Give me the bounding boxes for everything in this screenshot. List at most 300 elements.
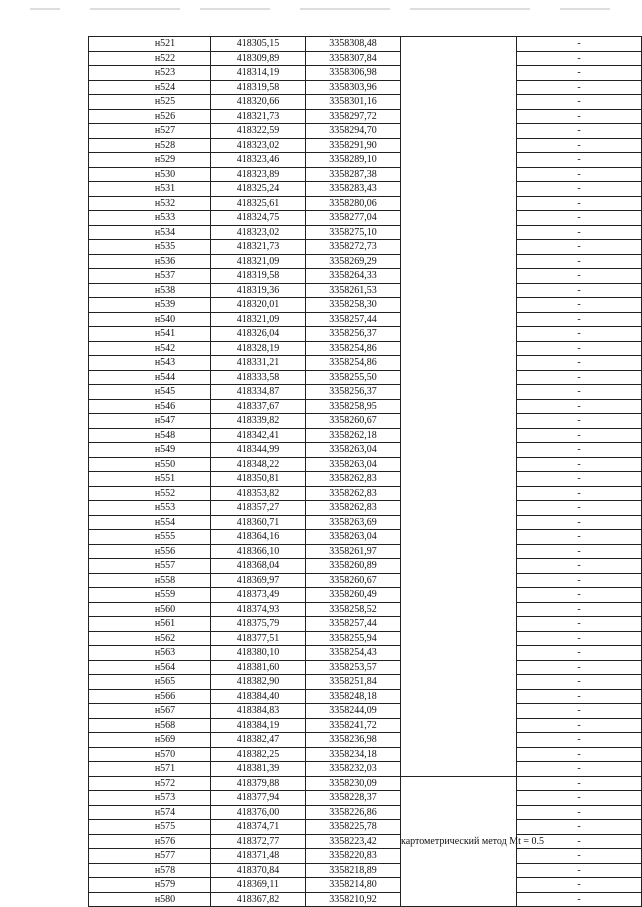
table-row <box>89 791 642 806</box>
coordinate-x-cell: 418382,47 <box>211 733 306 748</box>
point-name-cell: н580 <box>89 892 211 907</box>
point-name-cell: н562 <box>89 631 211 646</box>
coordinate-y-cell: 3358283,43 <box>306 182 401 197</box>
coordinates-table <box>88 36 642 907</box>
point-name-cell: н534 <box>89 225 211 240</box>
note-cell: - <box>517 385 642 400</box>
coordinate-x-cell: 418350,81 <box>211 472 306 487</box>
table-row <box>89 762 642 777</box>
coordinate-y-cell: 3358256,37 <box>306 327 401 342</box>
coordinate-x-cell: 418384,19 <box>211 718 306 733</box>
point-name-cell: н523 <box>89 66 211 81</box>
table-row <box>89 588 642 603</box>
coordinate-x-cell: 418325,24 <box>211 182 306 197</box>
table-row <box>89 283 642 298</box>
coordinate-x-cell: 418321,73 <box>211 240 306 255</box>
coordinate-y-cell: 3358258,95 <box>306 399 401 414</box>
coordinate-x-cell: 418377,94 <box>211 791 306 806</box>
table-row <box>89 356 642 371</box>
point-name-cell: н573 <box>89 791 211 806</box>
coordinate-y-cell: 3358297,72 <box>306 109 401 124</box>
table-row <box>89 399 642 414</box>
point-name-cell: н554 <box>89 515 211 530</box>
table-row <box>89 138 642 153</box>
note-cell: - <box>517 588 642 603</box>
coordinate-x-cell: 418369,11 <box>211 878 306 893</box>
point-name-cell: н526 <box>89 109 211 124</box>
note-cell: - <box>517 182 642 197</box>
point-name-cell: н578 <box>89 863 211 878</box>
coordinate-y-cell: 3358230,09 <box>306 776 401 791</box>
note-cell: - <box>517 240 642 255</box>
table-row <box>89 225 642 240</box>
note-cell: - <box>517 762 642 777</box>
coordinate-y-cell: 3358289,10 <box>306 153 401 168</box>
coordinate-y-cell: 3358218,89 <box>306 863 401 878</box>
note-cell: - <box>517 66 642 81</box>
table-row <box>89 80 642 95</box>
coordinate-x-cell: 418333,58 <box>211 370 306 385</box>
coordinate-x-cell: 418325,61 <box>211 196 306 211</box>
note-cell: - <box>517 544 642 559</box>
table-row <box>89 675 642 690</box>
coordinate-y-cell: 3358244,09 <box>306 704 401 719</box>
coordinate-x-cell: 418348,22 <box>211 457 306 472</box>
point-name-cell: н549 <box>89 443 211 458</box>
coordinate-y-cell: 3358225,78 <box>306 820 401 835</box>
coordinate-y-cell: 3358272,73 <box>306 240 401 255</box>
point-name-cell: н547 <box>89 414 211 429</box>
coordinate-y-cell: 3358226,86 <box>306 805 401 820</box>
coordinate-y-cell: 3358257,44 <box>306 617 401 632</box>
coordinate-y-cell: 3358254,43 <box>306 646 401 661</box>
table-row <box>89 718 642 733</box>
coordinate-x-cell: 418323,02 <box>211 225 306 240</box>
coordinate-x-cell: 418309,89 <box>211 51 306 66</box>
table-row <box>89 153 642 168</box>
point-name-cell: н530 <box>89 167 211 182</box>
coordinate-y-cell: 3358223,42 <box>306 834 401 849</box>
note-cell: - <box>517 863 642 878</box>
point-name-cell: н539 <box>89 298 211 313</box>
coordinates-table-body <box>89 37 642 907</box>
point-name-cell: н559 <box>89 588 211 603</box>
table-row <box>89 240 642 255</box>
coordinate-y-cell: 3358258,30 <box>306 298 401 313</box>
table-row <box>89 820 642 835</box>
note-cell: - <box>517 269 642 284</box>
note-cell: - <box>517 675 642 690</box>
coordinate-y-cell: 3358260,67 <box>306 414 401 429</box>
coordinate-x-cell: 418319,36 <box>211 283 306 298</box>
note-cell: - <box>517 51 642 66</box>
coordinate-y-cell: 3358236,98 <box>306 733 401 748</box>
coordinate-y-cell: 3358307,84 <box>306 51 401 66</box>
table-row <box>89 254 642 269</box>
coordinate-x-cell: 418360,71 <box>211 515 306 530</box>
coordinate-y-cell: 3358301,16 <box>306 95 401 110</box>
table-row <box>89 834 642 849</box>
note-cell: - <box>517 457 642 472</box>
point-name-cell: н550 <box>89 457 211 472</box>
table-row <box>89 443 642 458</box>
point-name-cell: н537 <box>89 269 211 284</box>
note-cell: - <box>517 617 642 632</box>
coordinate-y-cell: 3358241,72 <box>306 718 401 733</box>
point-name-cell: н576 <box>89 834 211 849</box>
note-cell: - <box>517 341 642 356</box>
note-cell: - <box>517 370 642 385</box>
point-name-cell: н535 <box>89 240 211 255</box>
coordinate-y-cell: 3358308,48 <box>306 37 401 52</box>
point-name-cell: н570 <box>89 747 211 762</box>
coordinate-y-cell: 3358258,52 <box>306 602 401 617</box>
coordinate-x-cell: 418320,01 <box>211 298 306 313</box>
point-name-cell: н560 <box>89 602 211 617</box>
coordinate-x-cell: 418323,89 <box>211 167 306 182</box>
note-cell: - <box>517 718 642 733</box>
point-name-cell: н552 <box>89 486 211 501</box>
table-row <box>89 849 642 864</box>
point-name-cell: н571 <box>89 762 211 777</box>
note-cell: - <box>517 167 642 182</box>
table-row <box>89 124 642 139</box>
coordinate-x-cell: 418314,19 <box>211 66 306 81</box>
note-cell: - <box>517 689 642 704</box>
point-name-cell: н557 <box>89 559 211 574</box>
note-cell: - <box>517 196 642 211</box>
coordinate-x-cell: 418324,75 <box>211 211 306 226</box>
point-name-cell: н561 <box>89 617 211 632</box>
table-row <box>89 37 642 52</box>
table-row <box>89 704 642 719</box>
table-row <box>89 269 642 284</box>
coordinate-y-cell: 3358254,86 <box>306 341 401 356</box>
coordinate-x-cell: 418305,15 <box>211 37 306 52</box>
coordinate-x-cell: 418323,02 <box>211 138 306 153</box>
coordinate-x-cell: 418371,48 <box>211 849 306 864</box>
note-cell: - <box>517 791 642 806</box>
coordinate-x-cell: 418321,73 <box>211 109 306 124</box>
table-row <box>89 182 642 197</box>
point-name-cell: н540 <box>89 312 211 327</box>
coordinate-y-cell: 3358291,90 <box>306 138 401 153</box>
note-cell: - <box>517 892 642 907</box>
note-cell: - <box>517 733 642 748</box>
note-cell: - <box>517 95 642 110</box>
point-name-cell: н563 <box>89 646 211 661</box>
coordinate-y-cell: 3358264,33 <box>306 269 401 284</box>
coordinate-y-cell: 3358280,06 <box>306 196 401 211</box>
point-name-cell: н542 <box>89 341 211 356</box>
point-name-cell: н556 <box>89 544 211 559</box>
coordinate-y-cell: 3358263,69 <box>306 515 401 530</box>
coordinate-x-cell: 418353,82 <box>211 486 306 501</box>
coordinate-y-cell: 3358255,50 <box>306 370 401 385</box>
coordinate-x-cell: 418377,51 <box>211 631 306 646</box>
table-row <box>89 646 642 661</box>
point-name-cell: н558 <box>89 573 211 588</box>
coordinate-y-cell: 3358255,94 <box>306 631 401 646</box>
table-row <box>89 501 642 516</box>
note-cell: - <box>517 283 642 298</box>
point-name-cell: н572 <box>89 776 211 791</box>
table-row <box>89 863 642 878</box>
coordinate-y-cell: 3358277,04 <box>306 211 401 226</box>
coordinate-y-cell: 3358234,18 <box>306 747 401 762</box>
table-row <box>89 515 642 530</box>
coordinate-x-cell: 418357,27 <box>211 501 306 516</box>
coordinate-y-cell: 3358262,83 <box>306 486 401 501</box>
table-row <box>89 892 642 907</box>
coordinate-y-cell: 3358254,86 <box>306 356 401 371</box>
note-cell: - <box>517 820 642 835</box>
coordinate-y-cell: 3358287,38 <box>306 167 401 182</box>
coordinate-x-cell: 418381,60 <box>211 660 306 675</box>
point-name-cell: н569 <box>89 733 211 748</box>
point-name-cell: н533 <box>89 211 211 226</box>
coordinate-y-cell: 3358294,70 <box>306 124 401 139</box>
note-cell: - <box>517 80 642 95</box>
table-row <box>89 689 642 704</box>
coordinate-x-cell: 418379,88 <box>211 776 306 791</box>
coordinate-x-cell: 418320,66 <box>211 95 306 110</box>
coordinate-y-cell: 3358260,89 <box>306 559 401 574</box>
point-name-cell: н532 <box>89 196 211 211</box>
coordinate-x-cell: 418382,90 <box>211 675 306 690</box>
table-row <box>89 51 642 66</box>
coordinate-x-cell: 418322,59 <box>211 124 306 139</box>
point-name-cell: н541 <box>89 327 211 342</box>
note-cell: - <box>517 602 642 617</box>
table-row <box>89 457 642 472</box>
note-cell: - <box>517 747 642 762</box>
point-name-cell: н548 <box>89 428 211 443</box>
coordinate-y-cell: 3358303,96 <box>306 80 401 95</box>
table-row <box>89 298 642 313</box>
note-cell: - <box>517 356 642 371</box>
note-cell: - <box>517 138 642 153</box>
table-row <box>89 747 642 762</box>
point-name-cell: н525 <box>89 95 211 110</box>
note-cell: - <box>517 327 642 342</box>
coordinate-x-cell: 418382,25 <box>211 747 306 762</box>
point-name-cell: н567 <box>89 704 211 719</box>
coordinate-x-cell: 418331,21 <box>211 356 306 371</box>
point-name-cell: н574 <box>89 805 211 820</box>
coordinate-x-cell: 418369,97 <box>211 573 306 588</box>
table-row <box>89 573 642 588</box>
point-name-cell: н565 <box>89 675 211 690</box>
coordinate-x-cell: 418381,39 <box>211 762 306 777</box>
point-name-cell: н577 <box>89 849 211 864</box>
coordinate-x-cell: 418337,67 <box>211 399 306 414</box>
point-name-cell: н566 <box>89 689 211 704</box>
note-cell: - <box>517 878 642 893</box>
coordinate-x-cell: 418380,10 <box>211 646 306 661</box>
coordinate-y-cell: 3358262,83 <box>306 472 401 487</box>
point-name-cell: н568 <box>89 718 211 733</box>
note-cell: - <box>517 776 642 791</box>
coordinate-x-cell: 418334,87 <box>211 385 306 400</box>
coordinate-y-cell: 3358253,57 <box>306 660 401 675</box>
note-cell: - <box>517 486 642 501</box>
coordinate-x-cell: 418376,00 <box>211 805 306 820</box>
note-cell: - <box>517 225 642 240</box>
coordinate-y-cell: 3358232,03 <box>306 762 401 777</box>
coordinate-x-cell: 418328,19 <box>211 341 306 356</box>
coordinate-x-cell: 418339,82 <box>211 414 306 429</box>
point-name-cell: н564 <box>89 660 211 675</box>
note-cell: - <box>517 211 642 226</box>
note-cell: - <box>517 37 642 52</box>
table-row <box>89 776 642 791</box>
table-row <box>89 211 642 226</box>
note-cell: - <box>517 646 642 661</box>
table-row <box>89 312 642 327</box>
coordinate-x-cell: 418319,58 <box>211 269 306 284</box>
coordinate-y-cell: 3358263,04 <box>306 443 401 458</box>
table-row <box>89 414 642 429</box>
note-cell: - <box>517 124 642 139</box>
coordinate-y-cell: 3358214,80 <box>306 878 401 893</box>
note-cell: - <box>517 849 642 864</box>
coordinate-y-cell: 3358269,29 <box>306 254 401 269</box>
note-cell: - <box>517 515 642 530</box>
coordinate-y-cell: 3358210,92 <box>306 892 401 907</box>
note-cell: - <box>517 530 642 545</box>
table-row <box>89 733 642 748</box>
note-cell: - <box>517 704 642 719</box>
method-cell-group-2: картометрический метод Mt = 0.5 <box>401 776 517 907</box>
point-name-cell: н544 <box>89 370 211 385</box>
coordinate-y-cell: 3358262,83 <box>306 501 401 516</box>
coordinate-x-cell: 418372,77 <box>211 834 306 849</box>
note-cell: - <box>517 559 642 574</box>
point-name-cell: н555 <box>89 530 211 545</box>
note-cell: - <box>517 312 642 327</box>
point-name-cell: н528 <box>89 138 211 153</box>
coordinate-y-cell: 3358228,37 <box>306 791 401 806</box>
table-row <box>89 559 642 574</box>
coordinate-x-cell: 418366,10 <box>211 544 306 559</box>
note-cell: - <box>517 443 642 458</box>
scan-edge-noise <box>0 0 640 14</box>
coordinate-x-cell: 418384,83 <box>211 704 306 719</box>
table-row <box>89 472 642 487</box>
coordinate-x-cell: 418321,09 <box>211 312 306 327</box>
note-cell: - <box>517 501 642 516</box>
coordinate-x-cell: 418370,84 <box>211 863 306 878</box>
coordinate-x-cell: 418375,79 <box>211 617 306 632</box>
coordinate-y-cell: 3358260,67 <box>306 573 401 588</box>
coordinate-x-cell: 418342,41 <box>211 428 306 443</box>
note-cell: - <box>517 414 642 429</box>
coordinate-x-cell: 418374,93 <box>211 602 306 617</box>
table-row <box>89 486 642 501</box>
coordinate-x-cell: 418368,04 <box>211 559 306 574</box>
point-name-cell: н522 <box>89 51 211 66</box>
note-cell: - <box>517 428 642 443</box>
coordinate-x-cell: 418364,16 <box>211 530 306 545</box>
coordinate-y-cell: 3358263,04 <box>306 457 401 472</box>
note-cell: - <box>517 254 642 269</box>
note-cell: - <box>517 573 642 588</box>
note-cell: - <box>517 399 642 414</box>
point-name-cell: н529 <box>89 153 211 168</box>
table-row <box>89 544 642 559</box>
coordinate-x-cell: 418323,46 <box>211 153 306 168</box>
coordinate-y-cell: 3358257,44 <box>306 312 401 327</box>
table-row <box>89 660 642 675</box>
point-name-cell: н553 <box>89 501 211 516</box>
note-cell: - <box>517 109 642 124</box>
coordinate-y-cell: 3358262,18 <box>306 428 401 443</box>
coordinate-y-cell: 3358275,10 <box>306 225 401 240</box>
note-cell: - <box>517 631 642 646</box>
table-row <box>89 428 642 443</box>
note-cell: - <box>517 834 642 849</box>
table-row <box>89 631 642 646</box>
coordinate-y-cell: 3358261,97 <box>306 544 401 559</box>
table-row <box>89 95 642 110</box>
note-cell: - <box>517 660 642 675</box>
table-row <box>89 167 642 182</box>
table-row <box>89 327 642 342</box>
point-name-cell: н531 <box>89 182 211 197</box>
coordinate-x-cell: 418384,40 <box>211 689 306 704</box>
table-row <box>89 109 642 124</box>
point-name-cell: н545 <box>89 385 211 400</box>
coordinate-x-cell: 418374,71 <box>211 820 306 835</box>
method-cell-group-1 <box>401 37 517 777</box>
point-name-cell: н524 <box>89 80 211 95</box>
table-row <box>89 878 642 893</box>
table-row <box>89 617 642 632</box>
point-name-cell: н546 <box>89 399 211 414</box>
table-row <box>89 341 642 356</box>
table-row <box>89 805 642 820</box>
coordinate-y-cell: 3358261,53 <box>306 283 401 298</box>
table-row <box>89 385 642 400</box>
point-name-cell: н521 <box>89 37 211 52</box>
coordinate-y-cell: 3358263,04 <box>306 530 401 545</box>
coordinate-y-cell: 3358248,18 <box>306 689 401 704</box>
coordinate-x-cell: 418326,04 <box>211 327 306 342</box>
table-row <box>89 196 642 211</box>
coordinate-x-cell: 418367,82 <box>211 892 306 907</box>
coordinate-x-cell: 418319,58 <box>211 80 306 95</box>
point-name-cell: н579 <box>89 878 211 893</box>
coordinate-y-cell: 3358306,98 <box>306 66 401 81</box>
point-name-cell: н527 <box>89 124 211 139</box>
note-cell: - <box>517 298 642 313</box>
coordinate-x-cell: 418344,99 <box>211 443 306 458</box>
note-cell: - <box>517 472 642 487</box>
coordinate-y-cell: 3358251,84 <box>306 675 401 690</box>
table-row <box>89 530 642 545</box>
point-name-cell: н536 <box>89 254 211 269</box>
point-name-cell: н538 <box>89 283 211 298</box>
table-row <box>89 370 642 385</box>
point-name-cell: н551 <box>89 472 211 487</box>
coordinate-y-cell: 3358220,83 <box>306 849 401 864</box>
point-name-cell: н543 <box>89 356 211 371</box>
table-row <box>89 66 642 81</box>
table-row <box>89 602 642 617</box>
coordinate-x-cell: 418373,49 <box>211 588 306 603</box>
point-name-cell: н575 <box>89 820 211 835</box>
